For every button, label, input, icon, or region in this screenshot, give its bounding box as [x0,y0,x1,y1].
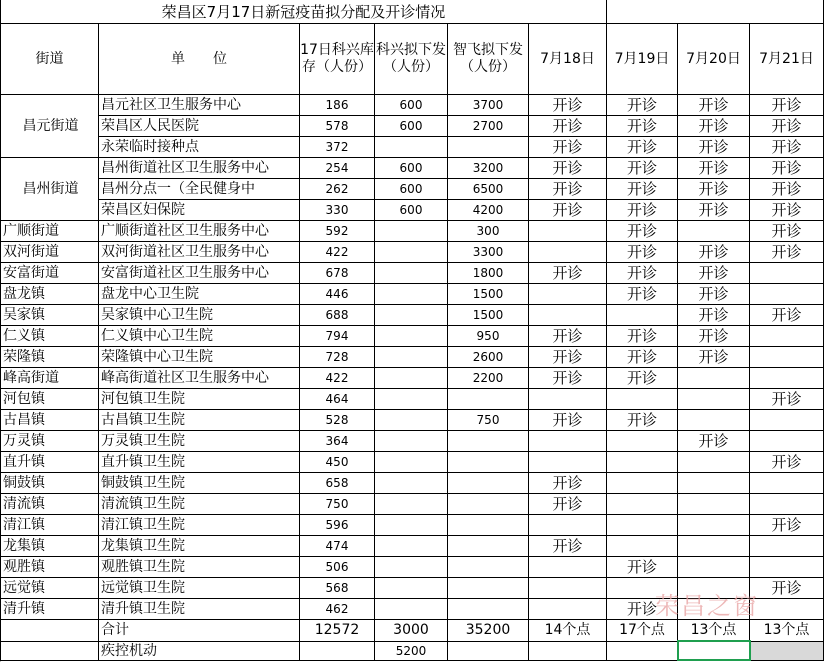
header-stock[interactable]: 17日科兴库存（人份） [300,24,375,95]
open-cell-d19[interactable] [607,452,678,473]
open-cell-d19[interactable] [607,578,678,599]
open-cell-d21[interactable] [750,431,824,452]
open-cell-d21[interactable]: 开诊 [750,158,824,179]
kexing-cell[interactable] [375,326,448,347]
district-cell[interactable]: 广顺街道 [1,221,99,242]
open-cell-d21[interactable] [750,599,824,620]
open-cell-d19[interactable]: 开诊 [607,200,678,221]
empty-cell[interactable] [607,0,678,24]
stock-cell[interactable]: 462 [300,599,375,620]
open-cell-d18[interactable] [529,284,607,305]
unit-cell[interactable]: 昌州街道社区卫生服务中心 [99,158,300,179]
sheet-title[interactable]: 荣昌区7月17日新冠疫苗拟分配及开诊情况 [1,0,607,24]
open-cell-d21[interactable]: 开诊 [750,452,824,473]
open-cell-d20[interactable]: 开诊 [678,116,750,137]
stock-cell[interactable]: 568 [300,578,375,599]
kexing-cell[interactable] [375,389,448,410]
district-cell[interactable]: 荣隆镇 [1,347,99,368]
zhifei-cell[interactable]: 3200 [448,158,529,179]
open-cell-d20[interactable] [678,368,750,389]
unit-cell[interactable]: 仁义镇中心卫生院 [99,326,300,347]
zhifei-cell[interactable] [448,137,529,158]
table-row [1,242,824,263]
stock-cell[interactable]: 372 [300,137,375,158]
open-cell-d19[interactable]: 开诊 [607,221,678,242]
zhifei-cell[interactable]: 1500 [448,284,529,305]
open-cell-d20[interactable]: 开诊 [678,137,750,158]
table-row [1,599,824,620]
zhifei-cell[interactable]: 2600 [448,347,529,368]
open-cell-d21[interactable]: 开诊 [750,515,824,536]
open-cell-d21[interactable]: 开诊 [750,116,824,137]
zhifei-cell[interactable] [448,536,529,557]
table-row [1,221,824,242]
open-cell-d20[interactable]: 开诊 [678,347,750,368]
kexing-cell[interactable] [375,137,448,158]
open-cell-d21[interactable] [750,368,824,389]
stock-cell[interactable]: 446 [300,284,375,305]
unit-cell[interactable]: 荣昌区妇保院 [99,200,300,221]
open-cell-d21[interactable] [750,473,824,494]
kexing-cell[interactable] [375,284,448,305]
open-cell-d18[interactable]: 开诊 [529,95,607,116]
zhifei-cell[interactable]: 750 [448,410,529,431]
kexing-cell[interactable] [375,368,448,389]
open-cell-d21[interactable]: 开诊 [750,137,824,158]
open-cell-d18[interactable]: 开诊 [529,263,607,284]
cdc-label[interactable]: 疾控机动 [99,641,300,660]
stock-cell[interactable]: 728 [300,347,375,368]
stock-cell[interactable]: 528 [300,410,375,431]
open-cell-d21[interactable] [750,494,824,515]
open-cell-d19[interactable] [607,305,678,326]
empty-cell[interactable] [678,0,750,24]
zhifei-cell[interactable]: 6500 [448,179,529,200]
open-cell-d19[interactable]: 开诊 [607,95,678,116]
zhifei-cell[interactable] [448,557,529,578]
kexing-cell[interactable]: 600 [375,95,448,116]
open-cell-d19[interactable]: 开诊 [607,410,678,431]
open-cell-d19[interactable]: 开诊 [607,179,678,200]
unit-cell[interactable]: 荣昌区人民医院 [99,116,300,137]
open-cell-d20[interactable]: 开诊 [678,242,750,263]
table-row [1,179,824,200]
district-cell[interactable]: 安富街道 [1,263,99,284]
open-cell-d21[interactable] [750,263,824,284]
open-cell-d20[interactable] [678,221,750,242]
open-cell-d21[interactable]: 开诊 [750,221,824,242]
kexing-cell[interactable] [375,347,448,368]
open-cell-d18[interactable]: 开诊 [529,158,607,179]
selected-cell[interactable] [678,641,750,660]
zhifei-cell[interactable]: 3300 [448,242,529,263]
unit-cell[interactable]: 永荣临时接种点 [99,137,300,158]
empty-cell[interactable] [448,641,529,660]
open-cell-d18[interactable] [529,242,607,263]
open-cell-d21[interactable]: 开诊 [750,95,824,116]
open-cell-d18[interactable] [529,599,607,620]
unit-cell[interactable]: 双河街道社区卫生服务中心 [99,242,300,263]
open-cell-d20[interactable]: 开诊 [678,305,750,326]
table-row [1,389,824,410]
table-row [1,557,824,578]
zhifei-cell[interactable] [448,599,529,620]
kexing-cell[interactable] [375,305,448,326]
district-cell[interactable]: 铜鼓镇 [1,473,99,494]
header-jul21[interactable]: 7月21日 [750,24,824,95]
kexing-cell[interactable] [375,557,448,578]
header-unit[interactable]: 单 位 [99,24,300,95]
open-cell-d20[interactable]: 开诊 [678,431,750,452]
table-row [1,158,824,179]
kexing-cell[interactable] [375,473,448,494]
zhifei-cell[interactable] [448,578,529,599]
table-row [1,368,824,389]
table-row [1,410,824,431]
open-cell-d19[interactable] [607,431,678,452]
open-cell-d19[interactable]: 开诊 [607,347,678,368]
kexing-cell[interactable] [375,452,448,473]
open-cell-d20[interactable] [678,494,750,515]
table-row [1,452,824,473]
unit-cell[interactable]: 广顺街道社区卫生服务中心 [99,221,300,242]
stock-cell[interactable]: 464 [300,389,375,410]
stock-cell[interactable]: 596 [300,515,375,536]
unit-cell[interactable]: 远觉镇卫生院 [99,578,300,599]
open-cell-d18[interactable]: 开诊 [529,179,607,200]
zhifei-cell[interactable]: 4200 [448,200,529,221]
open-cell-d19[interactable]: 开诊 [607,242,678,263]
header-kexing[interactable]: 科兴拟下发（人份） [375,24,448,95]
header-district[interactable]: 街道 [1,24,99,95]
open-cell-d20[interactable] [678,536,750,557]
zhifei-cell[interactable] [448,452,529,473]
table-row [1,494,824,515]
open-cell-d20[interactable]: 开诊 [678,263,750,284]
table-row [1,515,824,536]
table-row [1,473,824,494]
district-cell[interactable]: 昌州街道 [1,158,99,221]
unit-cell[interactable]: 龙集镇卫生院 [99,536,300,557]
stock-cell[interactable]: 592 [300,221,375,242]
grey-cell[interactable] [750,641,824,660]
district-cell[interactable]: 直升镇 [1,452,99,473]
open-cell-d18[interactable]: 开诊 [529,200,607,221]
open-cell-d20[interactable]: 开诊 [678,200,750,221]
stock-cell[interactable]: 422 [300,242,375,263]
header-zhifei[interactable]: 智飞拟下发（人份） [448,24,529,95]
table-row [1,431,824,452]
open-cell-d20[interactable] [678,599,750,620]
open-cell-d21[interactable]: 开诊 [750,305,824,326]
total-d21[interactable]: 13个点 [750,620,824,642]
open-cell-d19[interactable]: 开诊 [607,116,678,137]
cdc-kexing[interactable]: 5200 [375,641,448,660]
unit-cell[interactable]: 昌元社区卫生服务中心 [99,95,300,116]
open-cell-d20[interactable]: 开诊 [678,158,750,179]
open-cell-d21[interactable] [750,347,824,368]
total-zhifei[interactable]: 35200 [448,620,529,642]
open-cell-d18[interactable] [529,578,607,599]
stock-cell[interactable]: 794 [300,326,375,347]
open-cell-d18[interactable] [529,515,607,536]
open-cell-d18[interactable] [529,221,607,242]
zhifei-cell[interactable]: 1800 [448,263,529,284]
open-cell-d18[interactable] [529,431,607,452]
district-cell[interactable]: 清江镇 [1,515,99,536]
stock-cell[interactable]: 186 [300,95,375,116]
unit-cell[interactable]: 清流镇卫生院 [99,494,300,515]
district-cell[interactable]: 清流镇 [1,494,99,515]
open-cell-d21[interactable]: 开诊 [750,179,824,200]
table-row [1,305,824,326]
stock-cell[interactable]: 474 [300,536,375,557]
stock-cell[interactable]: 506 [300,557,375,578]
open-cell-d21[interactable]: 开诊 [750,200,824,221]
open-cell-d20[interactable] [678,578,750,599]
unit-cell[interactable]: 河包镇卫生院 [99,389,300,410]
watermark-logo: 荣昌之窗 [655,592,759,620]
empty-cell[interactable] [529,641,607,660]
kexing-cell[interactable] [375,410,448,431]
kexing-cell[interactable]: 600 [375,158,448,179]
total-label[interactable]: 合计 [99,620,300,642]
open-cell-d20[interactable] [678,515,750,536]
table-row [1,263,824,284]
stock-cell[interactable]: 422 [300,368,375,389]
zhifei-cell[interactable]: 3700 [448,95,529,116]
kexing-cell[interactable]: 600 [375,179,448,200]
empty-cell[interactable] [300,641,375,660]
district-cell[interactable]: 昌元街道 [1,95,99,158]
district-cell[interactable]: 吴家镇 [1,305,99,326]
open-cell-d19[interactable] [607,389,678,410]
district-cell[interactable]: 古昌镇 [1,410,99,431]
open-cell-d19[interactable] [607,473,678,494]
unit-cell[interactable]: 清升镇卫生院 [99,599,300,620]
open-cell-d19[interactable]: 开诊 [607,137,678,158]
open-cell-d21[interactable]: 开诊 [750,578,824,599]
open-cell-d20[interactable] [678,473,750,494]
open-cell-d18[interactable]: 开诊 [529,368,607,389]
unit-cell[interactable]: 吴家镇中心卫生院 [99,305,300,326]
open-cell-d18[interactable] [529,389,607,410]
open-cell-d21[interactable] [750,284,824,305]
header-jul20[interactable]: 7月20日 [678,24,750,95]
kexing-cell[interactable] [375,242,448,263]
unit-cell[interactable]: 盘龙中心卫生院 [99,284,300,305]
open-cell-d18[interactable]: 开诊 [529,326,607,347]
zhifei-cell[interactable] [448,473,529,494]
district-cell[interactable]: 观胜镇 [1,557,99,578]
open-cell-d19[interactable]: 开诊 [607,158,678,179]
open-cell-d19[interactable]: 开诊 [607,284,678,305]
kexing-cell[interactable] [375,221,448,242]
unit-cell[interactable]: 古昌镇卫生院 [99,410,300,431]
open-cell-d21[interactable] [750,410,824,431]
total-row [1,620,824,642]
zhifei-cell[interactable]: 2700 [448,116,529,137]
unit-cell[interactable]: 峰高街道社区卫生服务中心 [99,368,300,389]
district-cell[interactable]: 龙集镇 [1,536,99,557]
open-cell-d19[interactable]: 开诊 [607,557,678,578]
unit-cell[interactable]: 直升镇卫生院 [99,452,300,473]
open-cell-d18[interactable]: 开诊 [529,494,607,515]
stock-cell[interactable]: 450 [300,452,375,473]
table-row [1,578,824,599]
open-cell-d18[interactable]: 开诊 [529,137,607,158]
kexing-cell[interactable] [375,494,448,515]
district-cell[interactable]: 双河街道 [1,242,99,263]
unit-cell[interactable]: 万灵镇卫生院 [99,431,300,452]
open-cell-d20[interactable] [678,557,750,578]
table-row [1,137,824,158]
cdc-row [1,641,824,660]
stock-cell[interactable]: 750 [300,494,375,515]
table-row [1,200,824,221]
district-cell[interactable]: 清升镇 [1,599,99,620]
open-cell-d18[interactable] [529,305,607,326]
open-cell-d19[interactable]: 开诊 [607,368,678,389]
unit-cell[interactable]: 安富街道社区卫生服务中心 [99,263,300,284]
open-cell-d18[interactable]: 开诊 [529,116,607,137]
zhifei-cell[interactable]: 950 [448,326,529,347]
district-cell[interactable]: 峰高街道 [1,368,99,389]
open-cell-d20[interactable] [678,389,750,410]
open-cell-d19[interactable]: 开诊 [607,326,678,347]
table-row [1,116,824,137]
kexing-cell[interactable] [375,263,448,284]
open-cell-d20[interactable]: 开诊 [678,326,750,347]
total-d20[interactable]: 13个点 [678,620,750,642]
kexing-cell[interactable]: 600 [375,116,448,137]
stock-cell[interactable]: 262 [300,179,375,200]
zhifei-cell[interactable]: 2200 [448,368,529,389]
total-kexing[interactable]: 3000 [375,620,448,642]
open-cell-d19[interactable]: 开诊 [607,599,678,620]
stock-cell[interactable]: 658 [300,473,375,494]
total-d18[interactable]: 14个点 [529,620,607,642]
unit-cell[interactable]: 铜鼓镇卫生院 [99,473,300,494]
district-cell[interactable]: 盘龙镇 [1,284,99,305]
open-cell-d18[interactable]: 开诊 [529,347,607,368]
stock-cell[interactable]: 678 [300,263,375,284]
open-cell-d18[interactable] [529,557,607,578]
open-cell-d18[interactable]: 开诊 [529,410,607,431]
stock-cell[interactable]: 330 [300,200,375,221]
open-cell-d20[interactable]: 开诊 [678,179,750,200]
total-d19[interactable]: 17个点 [607,620,678,642]
empty-cell[interactable] [750,0,824,24]
open-cell-d21[interactable]: 开诊 [750,389,824,410]
kexing-cell[interactable]: 600 [375,200,448,221]
stock-cell[interactable]: 578 [300,116,375,137]
stock-cell[interactable]: 254 [300,158,375,179]
open-cell-d21[interactable] [750,557,824,578]
table-row [1,284,824,305]
open-cell-d21[interactable]: 开诊 [750,242,824,263]
open-cell-d18[interactable] [529,452,607,473]
empty-cell[interactable] [1,620,99,642]
open-cell-d18[interactable]: 开诊 [529,536,607,557]
zhifei-cell[interactable]: 300 [448,221,529,242]
zhifei-cell[interactable] [448,515,529,536]
kexing-cell[interactable] [375,515,448,536]
header-jul18[interactable]: 7月18日 [529,24,607,95]
open-cell-d20[interactable]: 开诊 [678,284,750,305]
district-cell[interactable]: 河包镇 [1,389,99,410]
empty-cell[interactable] [607,641,678,660]
zhifei-cell[interactable] [448,431,529,452]
total-stock[interactable]: 12572 [300,620,375,642]
kexing-cell[interactable] [375,431,448,452]
open-cell-d19[interactable]: 开诊 [607,263,678,284]
kexing-cell[interactable] [375,599,448,620]
unit-cell[interactable]: 荣隆镇中心卫生院 [99,347,300,368]
district-cell[interactable]: 仁义镇 [1,326,99,347]
table-row [1,347,824,368]
unit-cell[interactable]: 昌州分点一（全民健身中 [99,179,300,200]
table-row [1,536,824,557]
header-jul19[interactable]: 7月19日 [607,24,678,95]
zhifei-cell[interactable]: 1500 [448,305,529,326]
open-cell-d21[interactable] [750,536,824,557]
open-cell-d18[interactable]: 开诊 [529,473,607,494]
table-row [1,95,824,116]
unit-cell[interactable]: 清江镇卫生院 [99,515,300,536]
empty-cell[interactable] [1,641,99,660]
district-cell[interactable]: 万灵镇 [1,431,99,452]
district-cell[interactable]: 远觉镇 [1,578,99,599]
unit-cell[interactable]: 观胜镇卫生院 [99,557,300,578]
open-cell-d19[interactable] [607,536,678,557]
open-cell-d20[interactable] [678,410,750,431]
table-row [1,326,824,347]
open-cell-d21[interactable] [750,326,824,347]
kexing-cell[interactable] [375,536,448,557]
open-cell-d20[interactable]: 开诊 [678,95,750,116]
stock-cell[interactable]: 688 [300,305,375,326]
zhifei-cell[interactable] [448,494,529,515]
open-cell-d19[interactable] [607,494,678,515]
kexing-cell[interactable] [375,578,448,599]
open-cell-d20[interactable] [678,452,750,473]
zhifei-cell[interactable] [448,389,529,410]
open-cell-d19[interactable] [607,515,678,536]
stock-cell[interactable]: 364 [300,431,375,452]
